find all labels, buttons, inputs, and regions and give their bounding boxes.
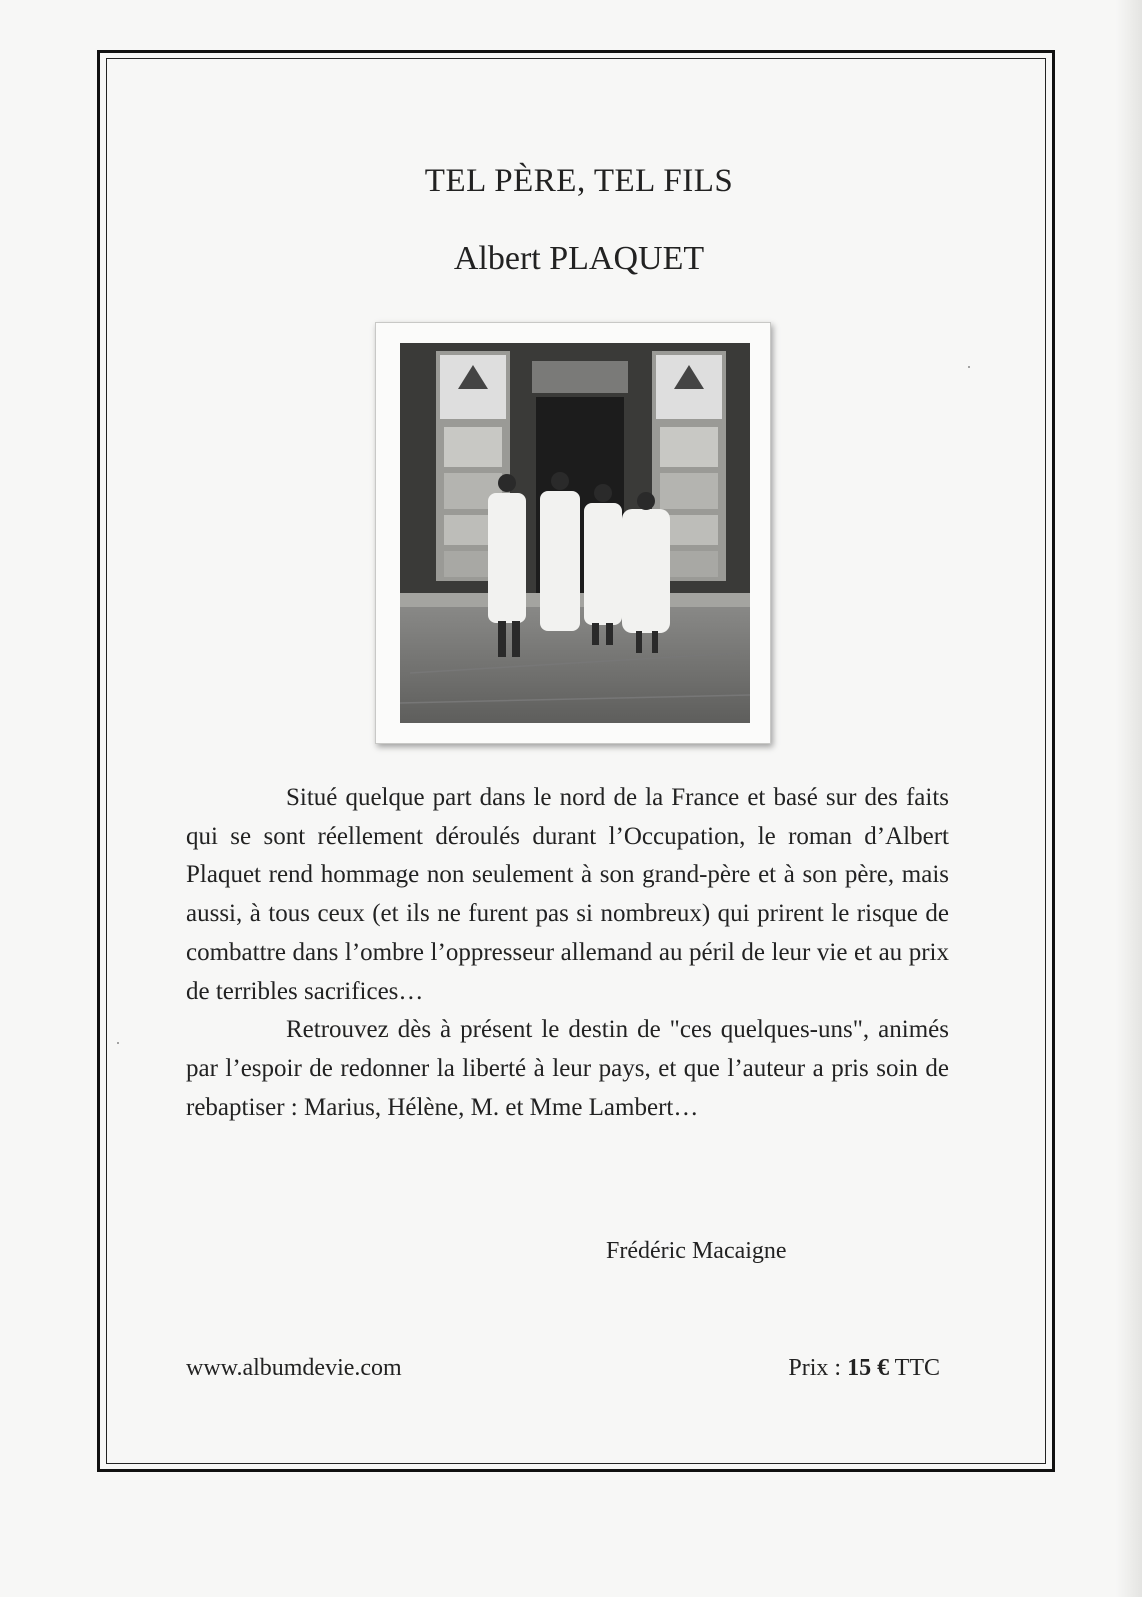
book-title: TEL PÈRE, TEL FILS (424, 163, 734, 199)
price-prefix: Prix : (788, 1355, 842, 1381)
price-suffix: TTC (894, 1355, 940, 1381)
website-link[interactable]: www.albumdevie.com (186, 1355, 402, 1381)
scan-speck (968, 366, 970, 368)
price-value: 15 € (847, 1355, 890, 1381)
summary-paragraph-1: Situé quelque part dans le nord de la France et basé sur des faits qui se sont réellement déroulés durant l’Occupation, le roman d’Albert Plaquet rend hommage non seulement à son grand-père et à son père, mais aussi, à tous ceux (et ils ne furent pas si nombreux) qui prirent le risque de combattre dans l’ombre l’oppresseur allemand au péril de leur vie et au prix de terribles sacrifices… (186, 784, 949, 1005)
shopfront-photo (400, 343, 750, 723)
summary-text (186, 779, 949, 1127)
scan-speck (117, 1042, 119, 1044)
signature: Frédéric Macaigne (606, 1238, 787, 1264)
cover-photo-frame (375, 322, 771, 744)
book-author: Albert PLAQUET (453, 240, 705, 277)
summary-paragraph-2: Retrouvez dès à présent le destin de "ces quelques-uns", animés par l’espoir de redonner la liberté à leur pays, et que l’auteur a pris soin de rebaptiser : Marius, Hélène, M. et Mme Lambert… (186, 1016, 949, 1121)
price-label (788, 1355, 940, 1382)
page-edge-shadow (1116, 0, 1142, 1597)
